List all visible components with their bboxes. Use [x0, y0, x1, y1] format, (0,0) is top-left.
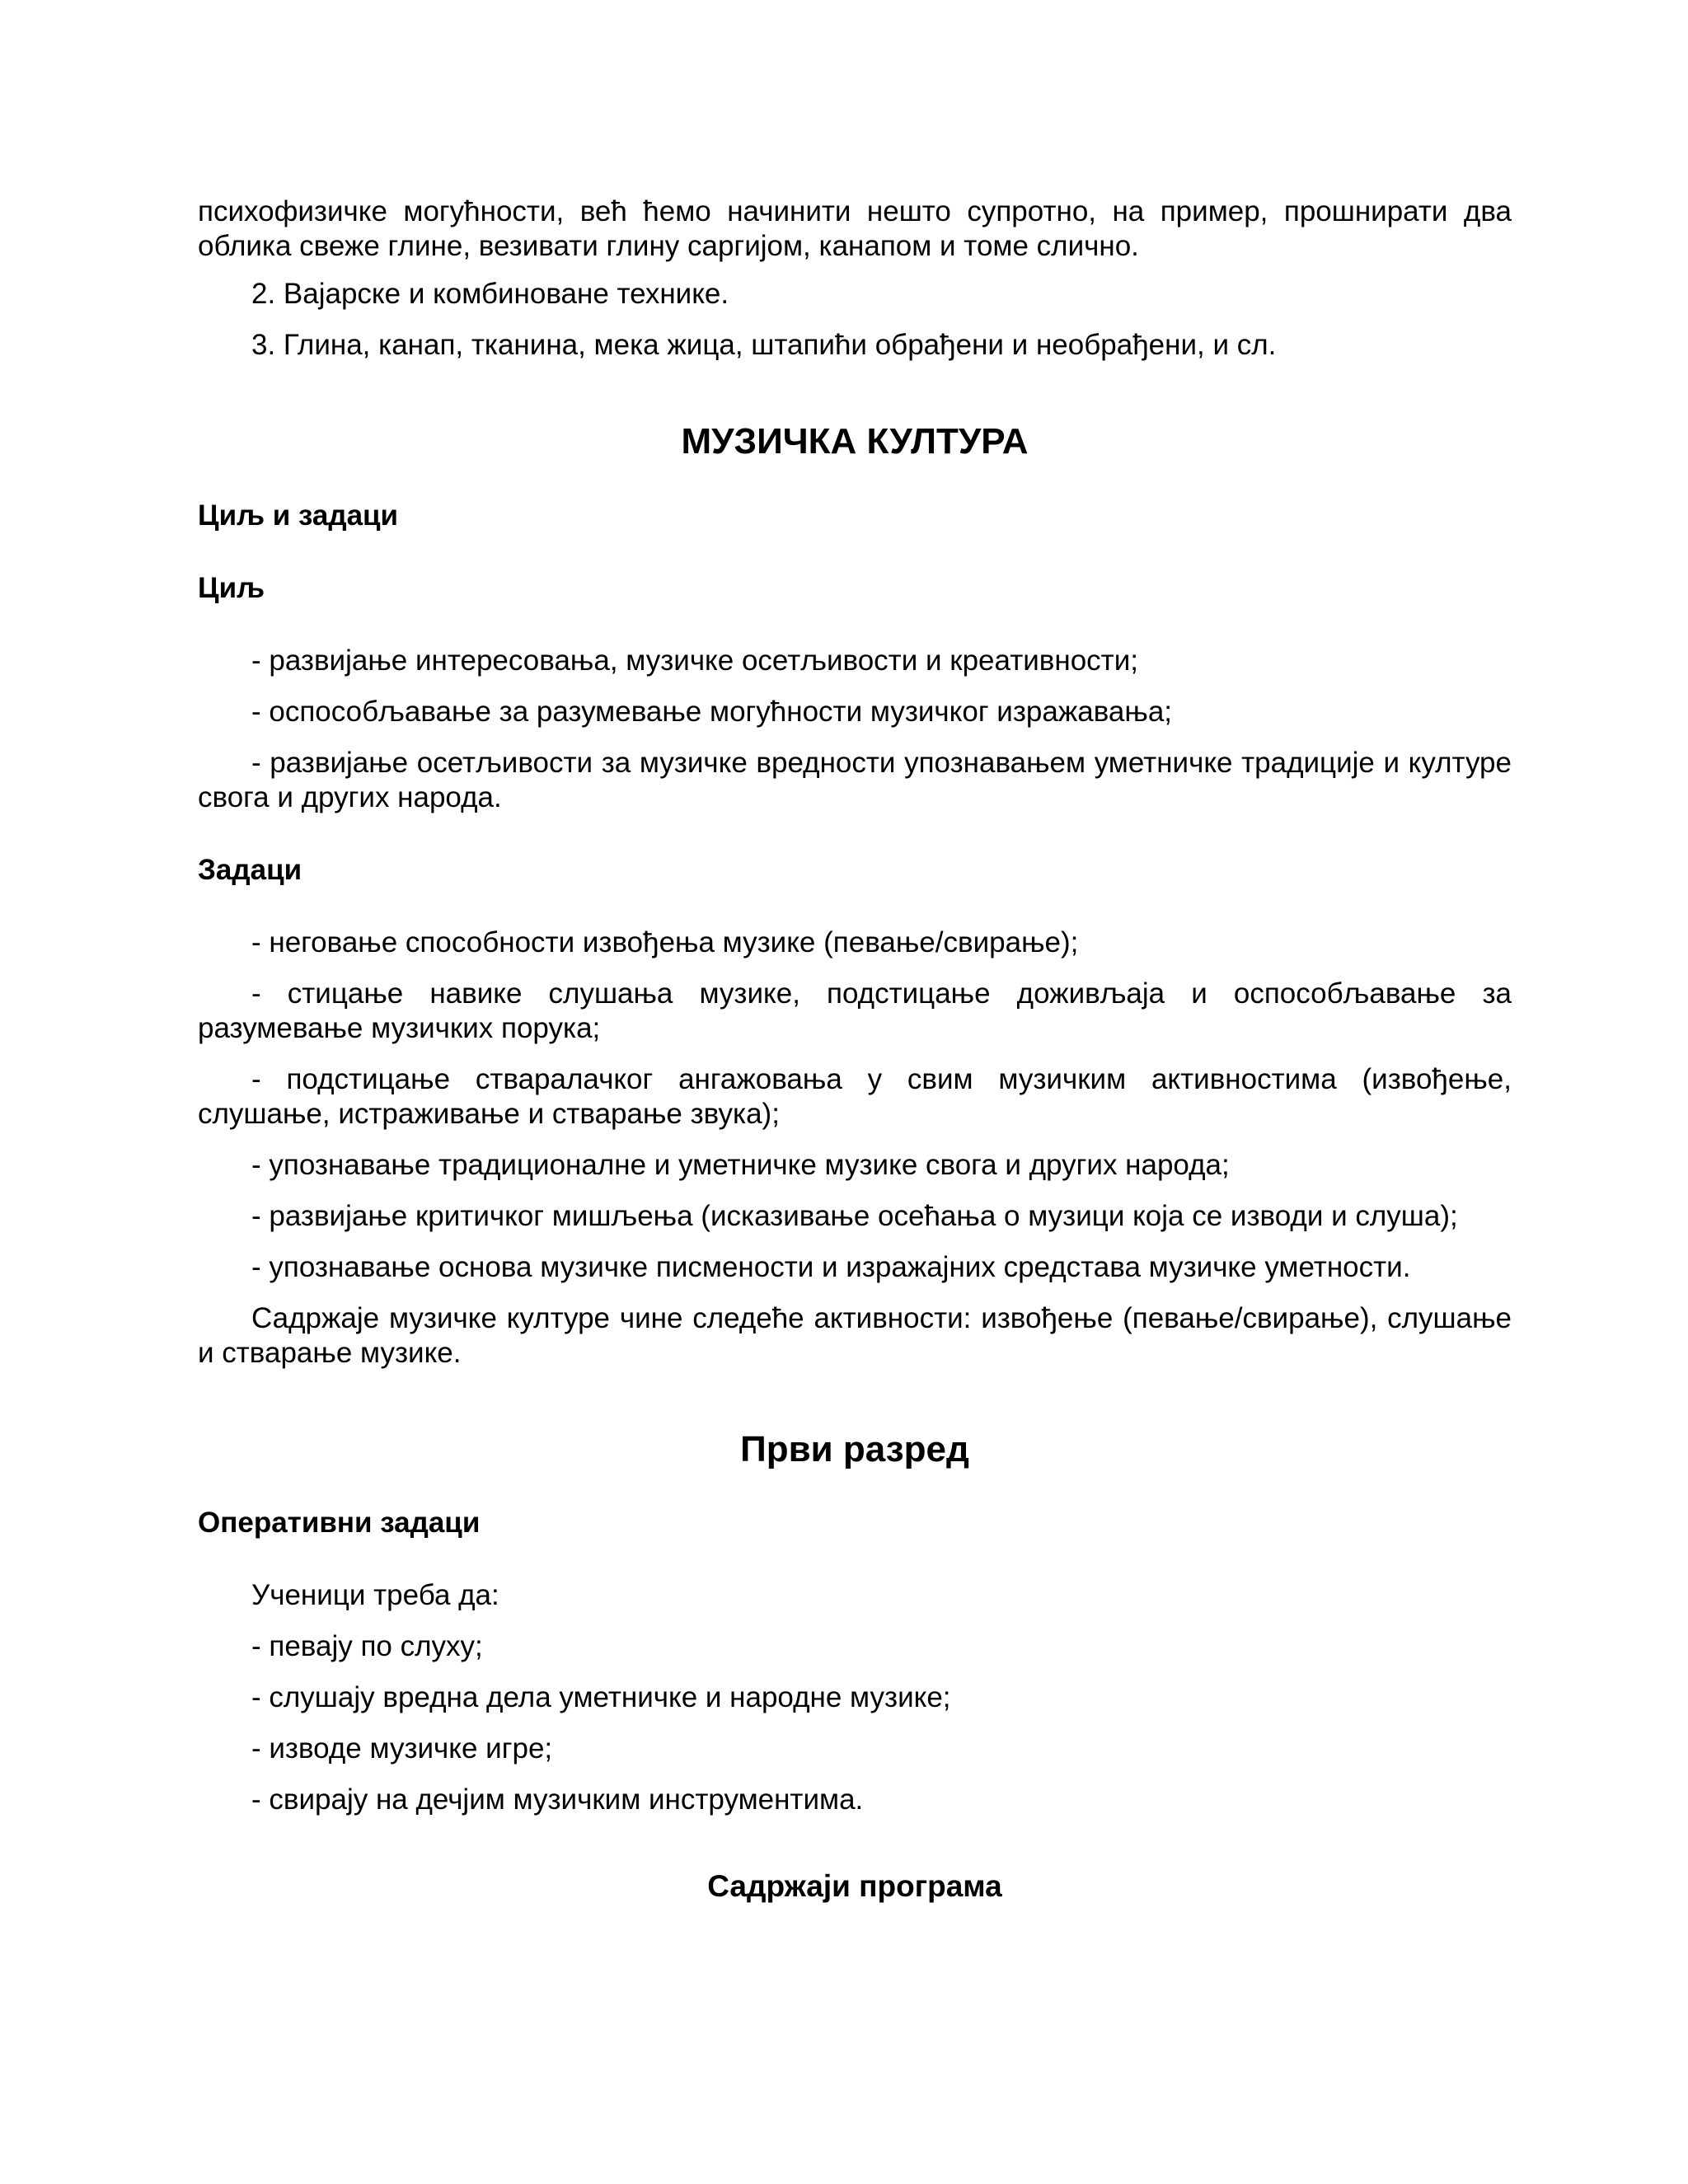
goal-item: - развијање осетљивости за музичке вредности упознавањем уметничке традиције и културе свога и других народа.	[198, 747, 1512, 813]
task-item: - упознавање традиционалне и уметничке музике свога и других народа;	[251, 1149, 1230, 1181]
task-item: - развијање критичког мишљења (исказивање осећања о музици која се изводи и слуша);	[251, 1200, 1458, 1232]
section-title-music: МУЗИЧКА КУЛТУРА	[681, 421, 1029, 462]
goal-item: - развијање интересовања, музичке осетљивости и креативности;	[251, 644, 1138, 677]
program-content-heading: Садржаји програма	[707, 1869, 1002, 1903]
grade-title: Први разред	[740, 1429, 969, 1469]
operative-tasks-heading: Оперативни задаци	[198, 1507, 481, 1539]
goals-tasks-heading: Циљ и задаци	[198, 499, 399, 532]
grade-item: - слушају вредна дела уметничке и народне музике;	[251, 1681, 951, 1713]
task-item: - упознавање основа музичке писмености и изражајних средстава музичке уметности.	[251, 1251, 1411, 1283]
grade-item: - изводе музичке игре;	[251, 1732, 553, 1765]
intro-item-3: 3. Глина, канап, тканина, мека жица, штапићи обрађени и необрађени, и сл.	[251, 329, 1277, 361]
students-intro: Ученици треба да:	[251, 1579, 499, 1611]
task-item: - подстицање стваралачког ангажовања у свим музичким активностима (извођење, слушање, истраживање и стварање звука);	[198, 1063, 1512, 1130]
goal-item: - оспособљавање за разумевање могућности музичког изражавања;	[251, 696, 1173, 728]
intro-paragraph: психофизичке могућности, већ ћемо начинити нешто супротно, на пример, прошнирати два облика свеже глине, везивати глину саргијом, канапом и томе слично.	[198, 195, 1512, 262]
grade-item: - свирају на дечјим музичким инструментима.	[251, 1783, 864, 1816]
task-item: - стицање навике слушања музике, подстицање доживљаја и оспособљавање за разумевање музичких порука;	[198, 977, 1512, 1044]
intro-item-2: 2. Вајарске и комбиноване технике.	[251, 278, 729, 310]
content-note: Садржаје музичке културе чине следеће активности: извођење (певање/свирање), слушање и стварање музике.	[198, 1302, 1512, 1369]
tasks-heading: Задаци	[198, 854, 302, 886]
document-page	[198, 194, 1512, 1905]
goal-heading: Циљ	[198, 572, 265, 604]
task-item: - неговање способности извођења музике (певање/свирање);	[251, 926, 1079, 958]
grade-item: - певају по слуху;	[251, 1630, 483, 1662]
